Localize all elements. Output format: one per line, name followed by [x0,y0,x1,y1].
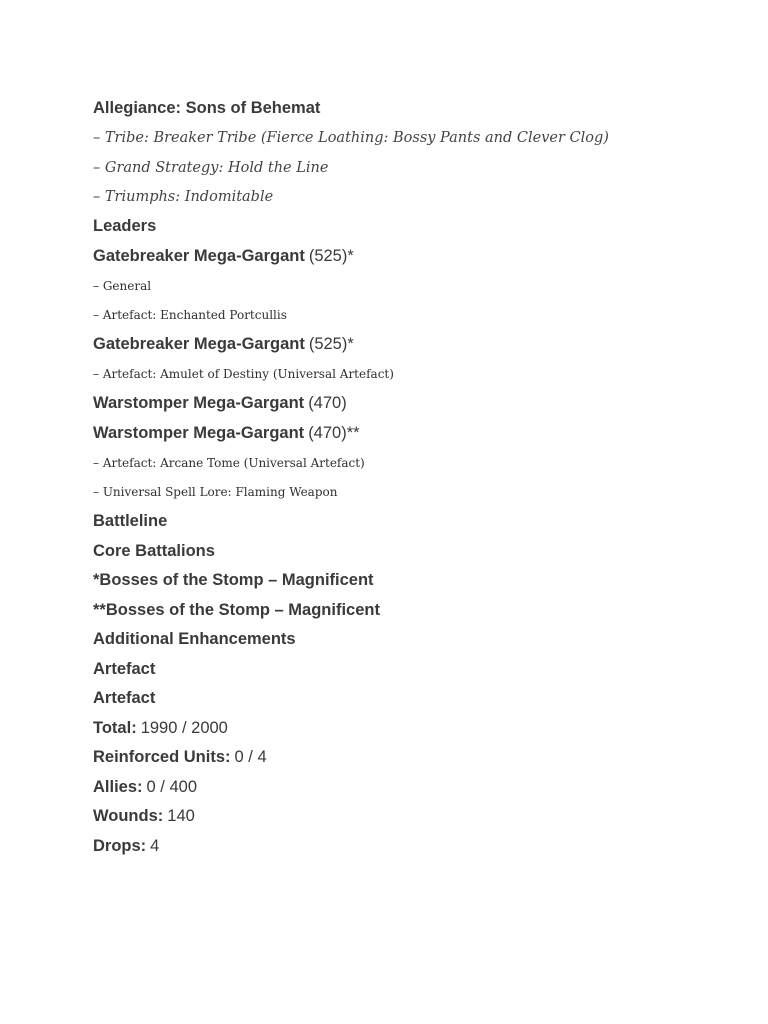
triumphs-line [93,183,733,213]
core-battalions-heading-text: Core Battalions [93,541,215,560]
reinforced-value: 0 / 4 [234,748,267,767]
unit-detail [93,271,733,301]
tribe-text: – Tribe: Breaker Tribe (Fierce Loathing: Bossy Pants and Clever Clog) [93,130,609,147]
unit-name: Warstomper Mega-Gargant [93,394,305,413]
enhancement-line [93,684,733,714]
grand-strategy-text: – Grand Strategy: Hold the Line [93,159,329,176]
additional-enhancements-heading-text: Additional Enhancements [93,630,296,649]
unit-line [93,389,733,419]
allegiance-line [93,94,733,124]
allies-line [93,773,733,803]
grand-strategy-line [93,153,733,183]
wounds-line [93,802,733,832]
battalion-line [93,566,733,596]
army-list [93,94,733,861]
drops-line [93,832,733,862]
unit-detail [93,301,733,331]
unit-detail [93,360,733,390]
battalion-text: *Bosses of the Stomp – Magnificent [93,571,374,590]
leaders-heading [93,212,733,242]
enhancement-text: Artefact [93,659,156,678]
allies-label: Allies: [93,777,143,796]
wounds-value: 140 [167,807,195,826]
total-label: Total: [93,718,137,737]
unit-detail-text: – General [93,278,152,293]
allies-value: 0 / 400 [146,777,197,796]
unit-points: (470)** [308,423,360,442]
unit-points: (525)* [308,246,354,265]
unit-detail-text: – Artefact: Amulet of Destiny (Universal Artefact) [93,367,394,382]
total-line [93,714,733,744]
unit-detail-text: – Universal Spell Lore: Flaming Weapon [93,485,338,500]
drops-label: Drops: [93,836,147,855]
unit-points: (525)* [308,335,354,354]
drops-value: 4 [150,836,160,855]
reinforced-line [93,743,733,773]
enhancement-text: Artefact [93,689,156,708]
unit-name: Warstomper Mega-Gargant [93,423,305,442]
tribe-line [93,124,733,154]
unit-line [93,242,733,272]
wounds-label: Wounds: [93,807,164,826]
triumphs-text: – Triumphs: Indomitable [93,189,274,206]
unit-detail-text: – Artefact: Arcane Tome (Universal Artefact) [93,455,365,470]
battleline-heading [93,507,733,537]
unit-name: Gatebreaker Mega-Gargant [93,246,305,265]
additional-enhancements-heading [93,625,733,655]
unit-detail-text: – Artefact: Enchanted Portcullis [93,308,287,323]
leaders-heading-text: Leaders [93,217,157,236]
unit-line [93,330,733,360]
unit-detail [93,448,733,478]
enhancement-line [93,655,733,685]
battalion-text: **Bosses of the Stomp – Magnificent [93,600,380,619]
unit-detail [93,478,733,508]
unit-line [93,419,733,449]
unit-points: (470) [308,394,347,413]
core-battalions-heading [93,537,733,567]
battleline-heading-text: Battleline [93,512,168,531]
total-value: 1990 / 2000 [140,718,228,737]
allegiance-title: Allegiance: Sons of Behemat [93,99,321,118]
battalion-line [93,596,733,626]
unit-name: Gatebreaker Mega-Gargant [93,335,305,354]
reinforced-label: Reinforced Units: [93,748,231,767]
